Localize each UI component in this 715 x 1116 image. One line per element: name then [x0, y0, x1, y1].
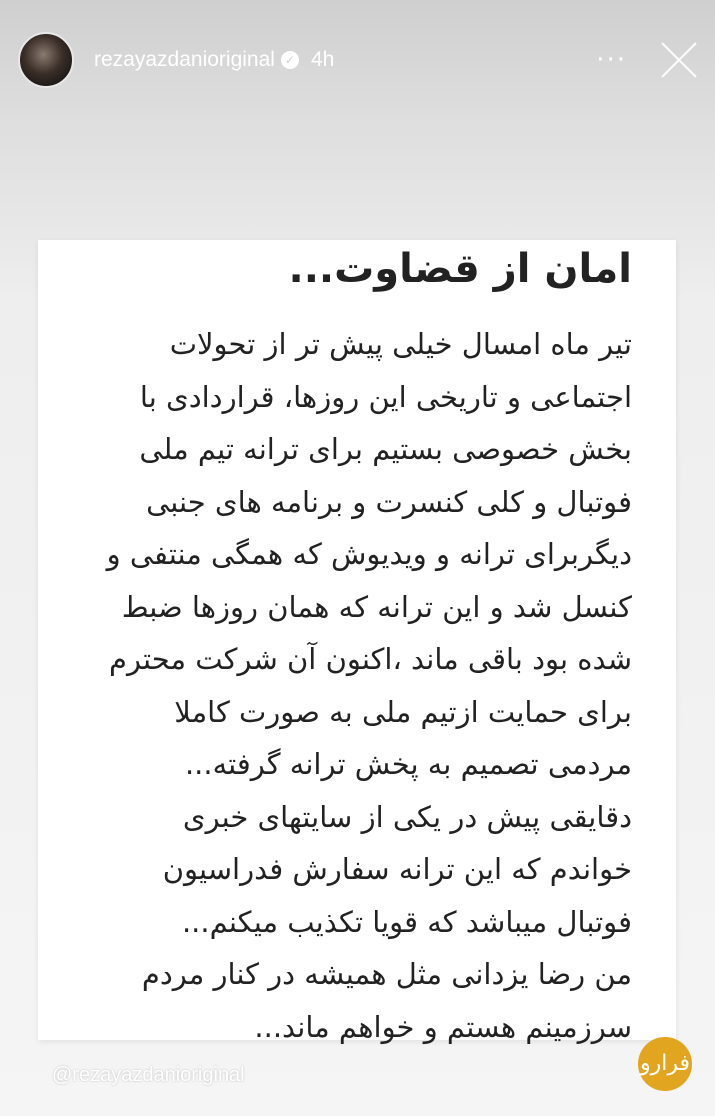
fararu-logo-icon: فرارو: [638, 1037, 692, 1091]
text-line: تیر ماه امسال خیلی پیش تر از تحولات: [169, 327, 632, 361]
text-line: دیگربرای ترانه و ویدیوش که همگی منتفی و: [106, 537, 632, 571]
more-options-icon[interactable]: ···: [596, 45, 627, 75]
username-watermark: @rezayazdanioriginal: [52, 1064, 245, 1086]
text-line: مردمی تصمیم به پخش ترانه گرفته...: [184, 747, 632, 781]
post-card: [38, 240, 676, 1044]
text-line: اجتماعی و تاریخی این روزها، قراردادی با: [139, 379, 632, 414]
avatar[interactable]: [18, 32, 74, 88]
text-line: سرزمینم هستم و خواهم ماند...: [254, 1009, 632, 1044]
verified-badge-icon: ✓: [281, 51, 299, 69]
text-line: فوتبال و کلی کنسرت و برنامه های جنبی: [146, 484, 632, 519]
text-line: فوتبال میباشد که قویا تکذیب میکنم...: [181, 904, 632, 939]
text-line: بخش خصوصی بستیم برای ترانه تیم ملی: [139, 432, 632, 466]
story-header: [18, 30, 697, 90]
username[interactable]: rezayazdanioriginal: [94, 48, 275, 71]
text-line: کنسل شد و این ترانه که همان روزها ضبط: [121, 589, 632, 624]
text-line: شده بود باقی ماند ،اکنون آن شرکت محترم: [109, 642, 632, 676]
text-line: برای حمایت ازتیم ملی به صورت کاملا: [174, 694, 632, 729]
post-time: 4h: [310, 48, 335, 71]
close-icon[interactable]: [661, 42, 697, 78]
text-line: خواندم که این ترانه سفارش فدراسیون: [162, 852, 632, 886]
post-body: [72, 318, 632, 1053]
post-title: امان از قضاوت...: [288, 246, 632, 292]
text-line: دقایقی پیش در یکی از سایتهای خبری: [182, 799, 632, 834]
text-line: من رضا یزدانی مثل همیشه در کنار مردم: [141, 957, 632, 991]
